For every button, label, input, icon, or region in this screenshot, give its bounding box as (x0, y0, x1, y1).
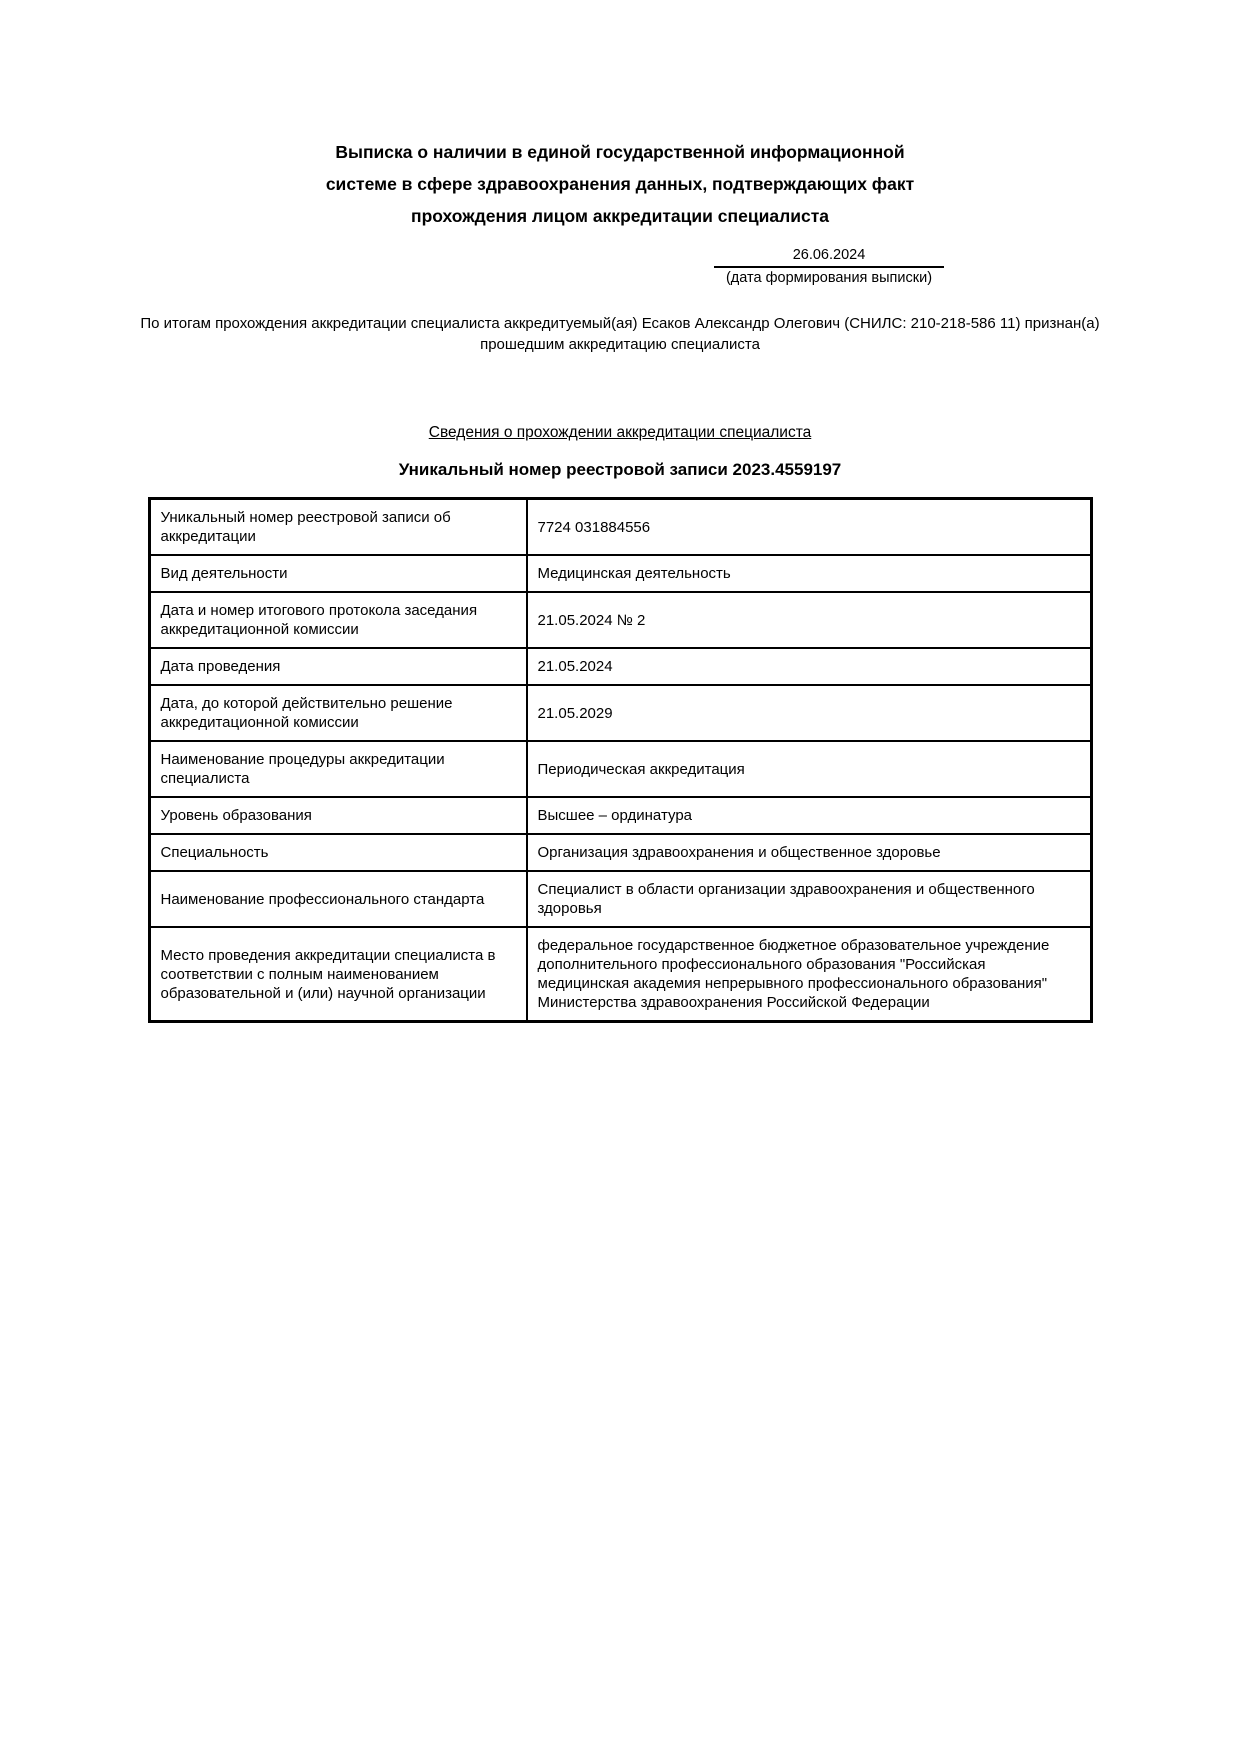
table-row (149, 555, 1091, 592)
document-title (0, 136, 1240, 232)
table-row (149, 834, 1091, 871)
section-heading (0, 423, 1240, 443)
row-value: 21.05.2029 (527, 685, 1092, 741)
row-label: Уровень образования (149, 797, 527, 834)
table-row (149, 741, 1091, 797)
document-title-line-3: прохождения лицом аккредитации специалиста (411, 206, 829, 226)
row-value: 21.05.2024 № 2 (527, 592, 1092, 648)
row-label: Дата и номер итогового протокола заседания аккредитационной комиссии (149, 592, 527, 648)
row-value: 7724 031884556 (527, 499, 1092, 556)
row-label: Уникальный номер реестровой записи об аккредитации (149, 499, 527, 556)
row-value: 21.05.2024 (527, 648, 1092, 685)
row-label: Наименование процедуры аккредитации специалиста (149, 741, 527, 797)
table-row (149, 871, 1091, 927)
intro-paragraph: По итогам прохождения аккредитации специалиста аккредитуемый(ая) Есаков Александр Олегович (СНИЛС: 210-218-586 11) признан(а) прошедшим аккредитацию специалиста (140, 315, 1100, 353)
extract-date: 26.06.2024 (714, 246, 944, 268)
table-row (149, 685, 1091, 741)
table-row (149, 648, 1091, 685)
row-value: Периодическая аккредитация (527, 741, 1092, 797)
row-value: Медицинская деятельность (527, 555, 1092, 592)
table-row (149, 927, 1091, 1022)
row-label: Наименование профессионального стандарта (149, 871, 527, 927)
table-row (149, 797, 1091, 834)
row-value: Организация здравоохранения и общественное здоровье (527, 834, 1092, 871)
registry-number-heading: Уникальный номер реестровой записи 2023.4559197 (398, 460, 842, 479)
row-value: федеральное государственное бюджетное образовательное учреждение дополнительного профессионального образования "Российская медицинская академия непрерывного профессионального образования" Министерства здравоохранения Российской Федерации (527, 927, 1092, 1022)
document-title-line-1: Выписка о наличии в единой государственной информационной (335, 142, 905, 162)
row-label: Специальность (149, 834, 527, 871)
table-row (149, 592, 1091, 648)
row-value: Высшее – ординатура (527, 797, 1092, 834)
section-heading-text: Сведения о прохождении аккредитации специалиста (428, 424, 812, 441)
row-label: Вид деятельности (149, 555, 527, 592)
row-label: Дата проведения (149, 648, 527, 685)
accreditation-table (148, 497, 1093, 1023)
accreditation-table-body (149, 499, 1091, 1022)
row-label: Место проведения аккредитации специалиста в соответствии с полным наименованием образовательной и (или) научной организации (149, 927, 527, 1022)
date-block (714, 246, 944, 287)
row-label: Дата, до которой действительно решение аккредитационной комиссии (149, 685, 527, 741)
extract-date-caption: (дата формирования выписки) (725, 270, 933, 286)
document-title-line-2: системе в сфере здравоохранения данных, подтверждающих факт (325, 174, 915, 194)
table-row (149, 499, 1091, 556)
row-value: Специалист в области организации здравоохранения и общественного здоровья (527, 871, 1092, 927)
